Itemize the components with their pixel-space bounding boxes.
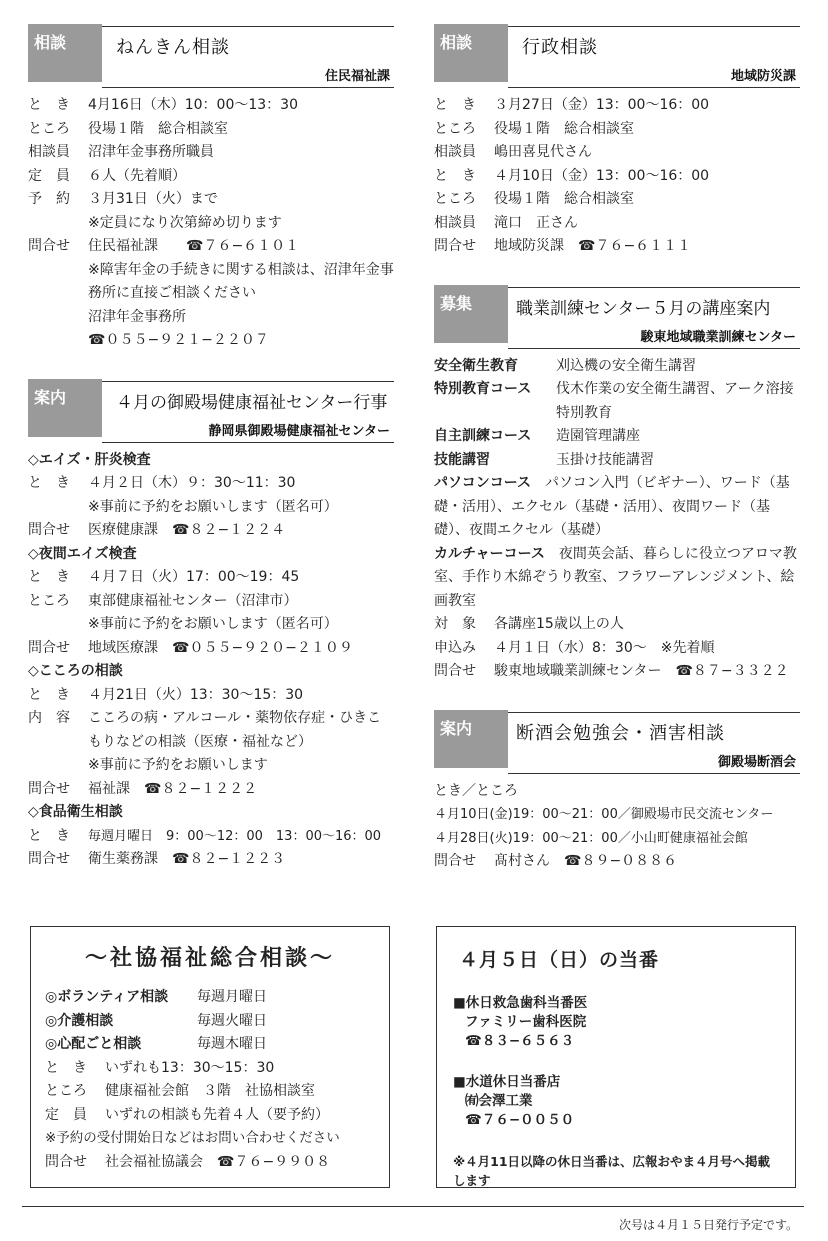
box-title: ４月５日（日）の当番 [459,949,660,971]
section-tag: 案内 [434,710,508,768]
info-row: 予 約 ３月31日（火）まで [28,191,218,207]
course-paragraph: パソコンコース パソコン入門（ビギナー）、ワード（基礎・活用）、エクセル（基礎・活用）、夜間ワード（基礎）、夜間エクセル（基礎） [434,475,790,538]
section-title: 断酒会勉強会・酒害相談 [516,722,725,744]
course-paragraph: カルチャーコース 夜間英会話、暮らしに役立つアロマ教室、手作り木綿ぞうり教室、フラワーアレンジメント、絵画教室 [434,545,797,609]
note: ☎０５５−９２１−２２０７ [88,332,269,348]
pension-consultation-section [28,24,394,353]
section-org: 住民福祉課 [324,69,390,84]
section-org: 地域防災課 [730,69,796,84]
section-org: 駿東地域職業訓練センター [640,329,796,345]
section-title: 行政相談 [522,37,598,58]
section-title: ねんきん相談 [116,37,230,58]
subheading: ◇夜間エイズ検査 [28,545,137,562]
subheading: ◇こころの相談 [28,663,123,679]
right-column [434,24,800,900]
admin-consultation-section: 相談 行政相談 地域防災課 と き ３月27日（金）13：00〜16：00 ところ 役場１階 総合相談室 相談員 嶋田喜見代さん と き ４月10日（金）13：00〜16：00 ところ 役場１階 総合相談室 相談員 滝口 正さん 問合せ 地域防災課 ☎７６−６１１１ [434,24,800,259]
info-row: 相談員 沼津年金事務所職員 [28,144,214,160]
holiday-duty-box: ４月５日（日）の当番 ■休日救急歯科当番医 ファミリー歯科医院 ☎８３−６５６３ ■水道休日当番店 ㈲会澤工業 ☎７６−００５０ ※４月11日以降の休日当番は、広報おやま４月号へ掲載します [436,926,796,1188]
note: 沼津年金事務所 [88,308,186,325]
contact-row: 問合せ 住民福祉課 ☎７６−６１０１ [28,238,300,254]
section-tag: 案内 [28,379,102,437]
training-center-section: 募集 職業訓練センター５月の講座案内 駿東地域職業訓練センター 安全衛生教育 刈込機の安全衛生講習 特別教育コース 伐木作業の安全衛生講習、アーク溶接特別教育 自主訓練コース 造園管理講座 技能講習 玉掛け技能講習 パソコンコース パソコン入門（ビギナー）、ワード（基礎・活用）、エクセル（基礎・活用）、夜間ワード（基礎）、夜間エクセル（基礎） カルチャーコース 夜間英会話、暮らしに役立つアロマ教室、手作り木綿ぞうり教室、フラワーアレンジメント、絵画教室 対 象 各講座15歳以上の人 申込み ４月１日（水）8：30〜 ※先着順 問合せ 駿東地域職業訓練センター ☎８７−３３２２ [434,285,800,684]
section-tag: 相談 [28,24,102,82]
section-tag: 相談 [434,24,508,82]
info-row: と き 4月16日（木）10：00〜13：30 [28,97,298,113]
section-org: 御殿場断酒会 [717,754,796,770]
section-title: 職業訓練センター５月の講座案内 [516,298,771,319]
left-column [28,24,394,898]
social-welfare-consultation-box: 〜社協福祉総合相談〜 ◎ボランティア相談 毎週月曜日 ◎介護相談 毎週火曜日 ◎心配ごと相談 毎週木曜日 と き いずれも13：30〜15：30 ところ 健康福祉会館 ３階 社協相談室 定 員 いずれの相談も先着４人（要予約） ※予約の受付開始日などはお問い合わせください 問合せ 社会福祉協議会 ☎７６−９９０８ [30,926,390,1188]
footer-divider [22,1206,804,1207]
info-row: 定 員 ６人（先着順） [28,167,186,184]
subheading: ◇エイズ・肝炎検査 [28,451,151,468]
subheading: ◇食品衛生相談 [28,804,123,820]
sobriety-section: 案内 断酒会勉強会・酒害相談 御殿場断酒会 とき／ところ ４月10日(金)19：00〜21：00／御殿場市民交流センター ４月28日(火)19：00〜21：00／小山町健康福祉会館 問合せ 髙村さん ☎８９−０８８６ [434,710,800,874]
footer-note: 次号は４月１５日発行予定です。 [618,1218,798,1232]
section-title: ４月の御殿場健康福祉センター行事 [116,392,388,413]
note: ※障害年金の手続きに関する相談は、沼津年金事務所に直接ご相談ください [88,261,394,301]
section-org: 静岡県御殿場健康福祉センター [208,423,390,439]
section-tag: 募集 [434,285,508,343]
health-center-events-section: 案内 ４月の御殿場健康福祉センター行事 静岡県御殿場健康福祉センター ◇エイズ・肝炎検査 と き ４月２日（木）９：30〜11：30 ※事前に予約をお願いします（匿名可） 問合せ 医療健康課 ☎８２−１２２４ ◇夜間エイズ検査 と き ４月７日（火）17：00〜19：45 ところ 東部健康福祉センター（沼津市） ※事前に予約をお願いします（匿名可） 問合せ 地域医療課 ☎０５５−９２０−２１０９ ◇こころの相談 と き ４月21日（火）13：30〜15：30 内 容 こころの病・アルコール・薬物依存症・ひきこもりなどの相談（医療・福祉など） ※事前に予約をお願いします 問合せ 福祉課 ☎８２−１２２２ ◇食品衛生相談 と き 毎週月曜日 9：00〜12：00 13：00〜16：00 問合せ 衛生薬務課 ☎８２−１２２３ [28,379,394,872]
note: ※定員になり次第締め切ります [88,214,282,231]
box-title: 〜社協福祉総合相談〜 [84,946,335,971]
info-row: ところ 役場１階 総合相談室 [28,120,228,137]
